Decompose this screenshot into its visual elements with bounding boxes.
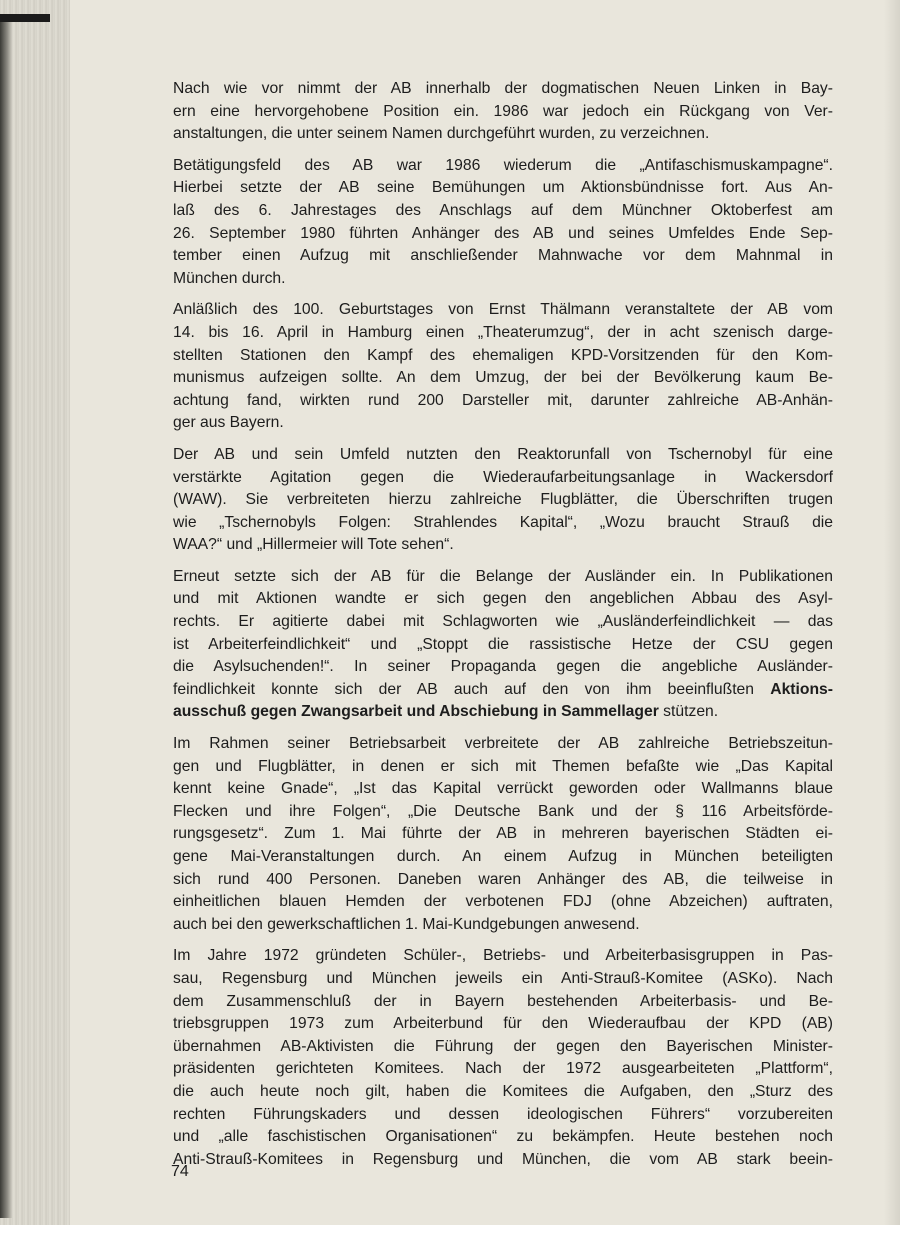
paragraph-3 [173, 299, 833, 435]
text-line: laß des 6. Jahrestages des Anschlags auf dem Münchner Oktoberfest am [173, 201, 833, 219]
text-line: Anti-Strauß-Komitees in Regensburg und München, die vom AB stark beein- [173, 1150, 833, 1168]
text-line: Erneut setzte sich der AB für die Belange der Ausländer ein. In Publikationen [173, 567, 833, 585]
text-line: stellten Stationen den Kampf des ehemaligen KPD-Vorsitzenden für den Kom- [173, 346, 833, 364]
text-line: tember einen Aufzug mit anschließender Mahnwache vor dem Mahnmal in [173, 247, 833, 265]
page-number: 74 [171, 1163, 189, 1180]
text-line: dem Zusammenschluß der in Bayern bestehenden Arbeiterbasis- und Be- [173, 992, 833, 1010]
text-line: einheitlichen blauen Hemden der verbotenen FDJ (ohne Abzeichen) auftraten, [173, 893, 833, 911]
text-line: (WAW). Sie verbreiteten hierzu zahlreiche Flugblätter, die Überschriften trugen [173, 491, 833, 509]
paragraph-4 [173, 444, 833, 557]
page-right-shadow [884, 0, 900, 1235]
text-line: präsidenten gerichteten Komitees. Nach der 1972 ausgearbeiteten „Plattform“, [173, 1060, 833, 1078]
text-line: sau, Regensburg und München jeweils ein Anti-Strauß-Komitee (ASKo). Nach [173, 969, 833, 987]
text-line: und mit Aktionen wandte er sich gegen den angeblichen Abbau des Asyl- [173, 590, 833, 608]
paragraph-7 [173, 945, 833, 1171]
text-line: ger aus Bayern. [173, 414, 284, 432]
text-line: München durch. [173, 269, 286, 287]
text-line: Der AB und sein Umfeld nutzten den Reaktorunfall von Tschernobyl für eine [173, 445, 833, 463]
text-line: und „alle faschistischen Organisationen“ zu bekämpfen. Heute bestehen noch [173, 1128, 833, 1146]
text-line: die Asylsuchenden!“. In seiner Propaganda gegen die angebliche Ausländer- [173, 658, 833, 676]
text-line: gene Mai-Veranstaltungen durch. An einem Aufzug in München beteiligten [173, 848, 833, 865]
text-line: übernahmen AB-Aktivisten die Führung der gegen den Bayerischen Minister- [173, 1037, 833, 1055]
text-line: Nach wie vor nimmt der AB innerhalb der dogmatischen Neuen Linken in Bay- [173, 80, 833, 97]
text-line: Flecken und ihre Folgen“, „Die Deutsche Bank und der § 116 Arbeitsförde- [173, 802, 833, 820]
text-line-mixed [173, 679, 833, 702]
text-line: WAA?“ und „Hillermeier will Tote sehen“. [173, 536, 454, 554]
paragraph-1 [173, 78, 833, 146]
text-line: gen und Flugblätter, in denen er sich mit Themen befaßte wie „Das Kapital [173, 757, 833, 775]
text-line: achtung fand, wirkten rund 200 Darsteller mit, darunter zahlreiche AB-Anhän- [173, 391, 833, 409]
body-text [173, 78, 833, 1180]
paragraph-5 [173, 566, 833, 724]
corner-mark [0, 14, 50, 22]
organization-name-part-2: ausschuß gegen Zwangsarbeit und Abschiebung in Sammellager [173, 703, 659, 721]
text-line-mixed [173, 701, 833, 724]
text-line: ern eine hervorgehobene Position ein. 1986 war jedoch ein Rückgang von Ver- [173, 102, 833, 120]
text-line: Im Jahre 1972 gründeten Schüler-, Betriebs- und Arbeiterbasisgruppen in Pas- [173, 947, 833, 965]
text-fragment: feindlichkeit konnte sich der AB auch auf den von ihm beeinflußten [173, 680, 771, 698]
text-line: verstärkte Agitation gegen die Wiederaufarbeitungsanlage in Wackersdorf [173, 468, 833, 486]
organization-name-part-1: Aktions- [770, 680, 833, 698]
page-binding-shadow [0, 18, 12, 1218]
text-line: rechts. Er agitierte dabei mit Schlagworten wie „Ausländerfeindlichkeit — das [173, 613, 833, 631]
text-line: auch bei den gewerkschaftlichen 1. Mai-Kundgebungen anwesend. [173, 915, 640, 933]
text-line: 14. bis 16. April in Hamburg einen „Theaterumzug“, der in acht szenisch darge- [173, 323, 833, 341]
text-line: die auch heute noch gilt, haben die Komitees die Aufgaben, den „Sturz des [173, 1082, 833, 1100]
text-line: rungsgesetz“. Zum 1. Mai führte der AB in mehreren bayerischen Städten ei- [173, 825, 833, 843]
text-line: sich rund 400 Personen. Daneben waren Anhänger des AB, die teilweise in [173, 870, 833, 888]
text-line: kennt keine Gnade“, „Ist das Kapital verrückt geworden oder Wallmanns blaue [173, 780, 833, 798]
text-fragment: stützen. [658, 703, 719, 721]
text-line: Im Rahmen seiner Betriebsarbeit verbreitete der AB zahlreiche Betriebszeitun- [173, 735, 833, 753]
text-line: munismus aufzeigen sollte. An dem Umzug, der bei der Bevölkerung kaum Be- [173, 369, 833, 387]
paragraph-2 [173, 155, 833, 291]
text-line: Anläßlich des 100. Geburtstages von Ernst Thälmann veranstaltete der AB vom [173, 301, 833, 319]
paragraph-6 [173, 733, 833, 936]
text-line: Hierbei setzte der AB seine Bemühungen um Aktionsbündnisse fort. Aus An- [173, 179, 833, 197]
text-line: Betätigungsfeld des AB war 1986 wiederum die „Antifaschismuskampagne“. [173, 156, 833, 174]
text-line: triebsgruppen 1973 zum Arbeiterbund für den Wiederaufbau der KPD (AB) [173, 1015, 833, 1033]
text-line: ist Arbeiterfeindlichkeit“ und „Stoppt die rassistische Hetze der CSU gegen [173, 635, 833, 653]
text-line: wie „Tschernobyls Folgen: Strahlendes Kapital“, „Wozu braucht Strauß die [173, 513, 833, 531]
text-line: 26. September 1980 führten Anhänger des AB und seines Umfeldes Ende Sep- [173, 224, 833, 242]
text-line: rechten Führungskaders und dessen ideologischen Führers“ vorzubereiten [173, 1105, 833, 1123]
scan-border-bottom [0, 1225, 900, 1235]
text-line: anstaltungen, die unter seinem Namen durchgeführt wurden, zu verzeichnen. [173, 125, 710, 143]
